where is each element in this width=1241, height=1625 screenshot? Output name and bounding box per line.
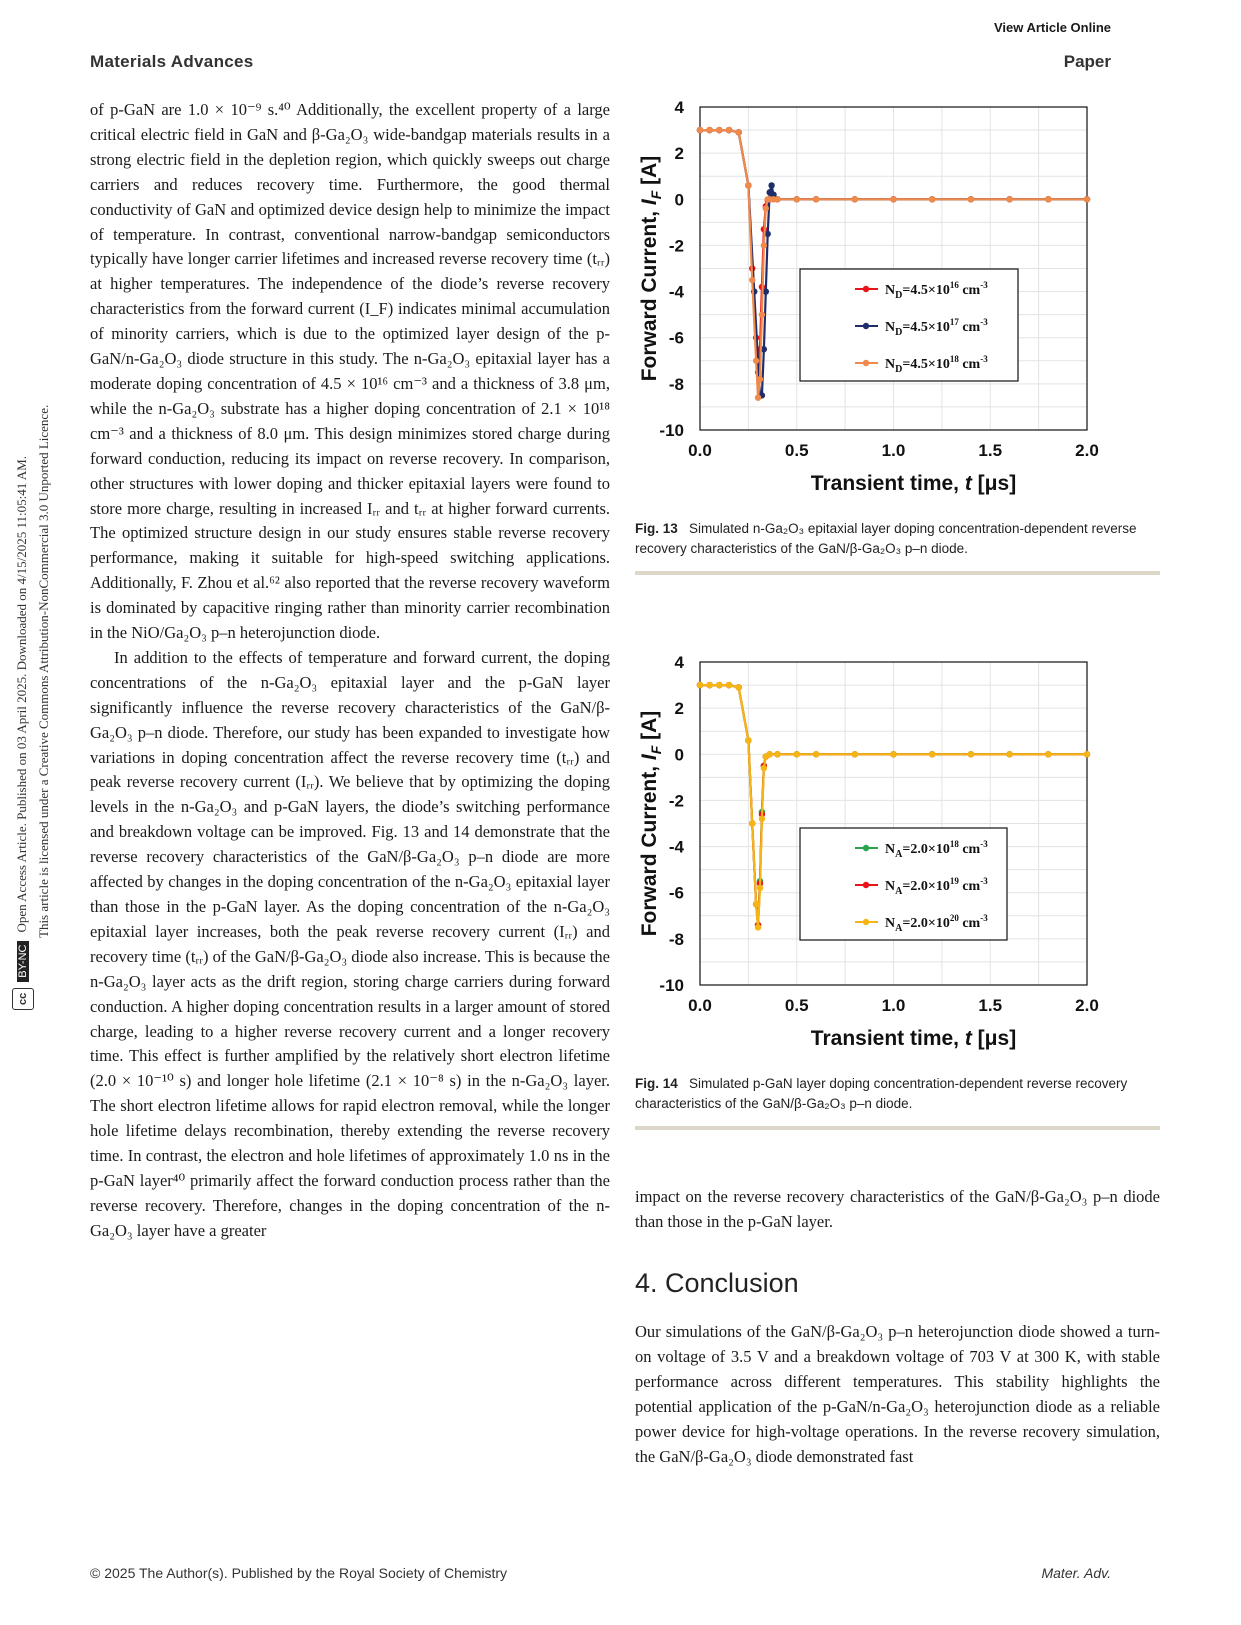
data-point: [716, 682, 722, 688]
data-point: [706, 682, 712, 688]
data-point: [745, 182, 751, 188]
data-point: [890, 751, 896, 757]
y-axis-title: [638, 156, 664, 382]
y-tick-label: -2: [668, 791, 684, 811]
x-axis-title: [811, 472, 1016, 495]
journal-abbrev-footer: Mater. Adv.: [1041, 1565, 1111, 1581]
legend-label-mid: =4.5×10: [902, 357, 950, 372]
fig14-chart: [635, 650, 1160, 1070]
open-access-line[interactable]: Open Access Article. Published on 03 April 2025. Downloaded on 4/15/2025 11:05:41 AM.: [14, 456, 29, 933]
conclusion-text: Our simulations of the GaN/β-Ga₂O₃ p–n heterojunction diode showed a turn-on voltage of 3.5 V and a breakdown voltage of 703 V at 300 K, with stable performance across different temperatures. This stability highlights the potential application of the p-GaN/n-Ga₂O₃ heterojunction diode as a reliable power device for high-voltage operations. In the reverse recovery simulation, the GaN/β-Ga₂O₃ diode demonstrated fast: [635, 1322, 1160, 1466]
x-tick-label: 1.5: [978, 441, 1003, 460]
data-point: [968, 196, 974, 202]
data-point: [716, 127, 722, 133]
legend-label-exp: 16: [949, 280, 959, 290]
fig13-caption: [635, 519, 1160, 559]
legend-label-base: N: [885, 320, 896, 335]
legend-label-sub: D: [895, 290, 903, 301]
data-point: [757, 885, 763, 891]
x-tick-label: 1.5: [978, 996, 1003, 1015]
legend-label-mid: =2.0×10: [902, 879, 950, 894]
x-axis-title-var: t: [964, 472, 972, 495]
x-tick-label: 0.5: [784, 441, 809, 460]
y-tick-label: 4: [674, 653, 684, 672]
legend-marker: [863, 360, 869, 366]
x-tick-label: 2.0: [1075, 441, 1099, 460]
data-point: [1006, 196, 1012, 202]
legend-marker: [863, 882, 869, 888]
x-axis-title-text: Transient time,: [810, 472, 965, 495]
y-tick-label: -6: [668, 328, 684, 348]
data-point: [794, 196, 800, 202]
data-point: [1045, 196, 1051, 202]
legend-label-mid: =4.5×10: [902, 283, 950, 298]
data-point: [1045, 751, 1051, 757]
data-point: [749, 820, 755, 826]
data-point: [1006, 751, 1012, 757]
y-tick-label: -4: [668, 837, 684, 857]
data-point: [813, 751, 819, 757]
data-point: [736, 684, 742, 690]
data-point: [755, 924, 761, 930]
legend-label-sub: A: [895, 923, 903, 934]
divider: [635, 1126, 1160, 1130]
data-point: [697, 682, 703, 688]
legend-label-mid: =2.0×10: [902, 916, 950, 931]
data-point: [749, 277, 755, 283]
divider: [635, 571, 1160, 575]
legend-label-sub: D: [895, 327, 903, 338]
y-tick-label: 0: [674, 745, 684, 765]
legend-marker: [863, 286, 869, 292]
y-tick-label: -6: [668, 883, 684, 903]
figure-14: [635, 650, 1160, 1130]
paragraph: of p-GaN are 1.0 × 10⁻⁹ s.⁴⁰ Additionally, the excellent property of a large critical electric field in GaN and β-Ga₂O₃ wide-bandgap materials results in a strong electric field in the depletion region, which quickly sweeps out charge carriers and reduces recovery time. Furthermore, the good thermal conductivity of GaN and optimized device design help to minimize the impact of temperature. In contrast, conventional narrow-bandgap semiconductors typically have longer carrier lifetimes and increased reverse recovery time (tᵣᵣ) at higher temperatures. The independence of the diode’s reverse recovery characteristics from the forward current (I_F) indicates minimal accumulation of minority carriers, which is due to the optimized layer design of the p-GaN/n-Ga₂O₃ diode structure in this study. The n-Ga₂O₃ epitaxial layer has a moderate doping concentration of 4.5 × 10¹⁶ cm⁻³ and a thickness of 3.8 μm, while the n-Ga₂O₃ substrate has a higher doping concentration of 2.1 × 10¹⁸ cm⁻³ and a thickness of 8.0 μm. This design minimizes stored charge during forward conduction, reducing its impact on reverse recovery. In comparison, other structures with lower doping and thicker epitaxial layers were found to store more charge, resulting in increased Iᵣᵣ and tᵣᵣ at higher forward currents. The optimized structure design in our study ensures stable reverse recovery performance, making it suitable for high-speed switching applications. Additionally, F. Zhou et al.⁶² also reported that the reverse recovery waveform is dominated by capacitive ringing rather than minority carrier recombination in the NiO/Ga₂O₃ p–n heterojunction diode.: [90, 100, 610, 643]
y-axis-title-sub: F: [648, 190, 664, 200]
y-axis-title-text: Forward Current,: [638, 205, 661, 382]
y-tick-label: -8: [668, 929, 684, 949]
legend-label-exp: 18: [949, 839, 959, 849]
legend-label-unit: cm: [958, 357, 981, 372]
data-point: [753, 358, 759, 364]
y-axis-title-text: Forward Current,: [638, 760, 661, 937]
data-point: [766, 751, 772, 757]
legend-label-sub: D: [895, 364, 903, 375]
conclusion-heading: 4. Conclusion: [635, 1268, 799, 1298]
data-point: [1084, 196, 1090, 202]
fig14-caption-label: Fig. 14: [635, 1076, 678, 1091]
data-point: [929, 751, 935, 757]
fig14-caption: [635, 1074, 1160, 1114]
legend-label-exp: 18: [949, 354, 959, 364]
y-axis-title-var: I: [638, 754, 661, 761]
legend-label-base: N: [885, 916, 896, 931]
figure-13: [635, 95, 1160, 575]
x-axis-title-text: Transient time,: [810, 1027, 965, 1050]
legend-label-unit: cm: [958, 879, 981, 894]
legend-label-base: N: [885, 283, 896, 298]
by-nc-badge[interactable]: BY-NC: [17, 941, 29, 982]
data-point: [755, 395, 761, 401]
legend-label-unit: cm: [958, 320, 981, 335]
data-point: [753, 901, 759, 907]
y-axis-title-unit: [A]: [638, 155, 661, 191]
data-point: [763, 205, 769, 211]
data-point: [929, 196, 935, 202]
x-tick-label: 1.0: [881, 996, 906, 1015]
data-point: [759, 311, 765, 317]
legend-label-sub: A: [895, 849, 903, 860]
legend-label-unit-exp: -3: [980, 354, 988, 364]
y-axis-title-var: I: [638, 199, 661, 206]
y-axis-title: [638, 711, 664, 937]
data-point: [745, 737, 751, 743]
y-axis-title-sub: F: [648, 745, 664, 755]
data-point: [774, 196, 780, 202]
legend-label-unit: cm: [958, 283, 981, 298]
legend-marker: [863, 919, 869, 925]
x-tick-label: 0.5: [784, 996, 809, 1015]
y-tick-label: 2: [674, 144, 684, 164]
legend-label-unit-exp: -3: [980, 876, 988, 886]
legend-marker: [863, 323, 869, 329]
open-access-notice: [12, 170, 54, 1010]
data-point: [761, 765, 767, 771]
x-axis-title-var: t: [964, 1027, 972, 1050]
right-column-text: impact on the reverse recovery characteristics of the GaN/β-Ga₂O₃ p–n diode than those in the p-GaN layer.: [635, 1187, 1160, 1231]
data-point: [852, 196, 858, 202]
data-point: [852, 751, 858, 757]
legend-label-unit-exp: -3: [980, 317, 988, 327]
y-axis-title-unit: [A]: [638, 710, 661, 746]
data-point: [736, 129, 742, 135]
data-point: [757, 376, 763, 382]
legend-label-unit-exp: -3: [980, 280, 988, 290]
data-point: [697, 127, 703, 133]
y-tick-label: -2: [668, 236, 684, 256]
legend-label-exp: 19: [949, 876, 959, 886]
legend-marker: [863, 845, 869, 851]
data-point: [890, 196, 896, 202]
section-label: Paper: [1063, 52, 1111, 71]
x-tick-label: 0.0: [688, 441, 712, 460]
left-column-text: [90, 98, 610, 1244]
legend-label-exp: 20: [949, 913, 959, 923]
x-tick-label: 1.0: [881, 441, 906, 460]
data-point: [706, 127, 712, 133]
legend-label-sub: A: [895, 886, 903, 897]
y-tick-label: -4: [668, 282, 684, 302]
view-article-online-link[interactable]: View Article Online: [993, 20, 1111, 35]
y-tick-label: 4: [674, 98, 684, 117]
data-point: [1084, 751, 1090, 757]
fig13-chart: [635, 95, 1160, 515]
legend-label-unit-exp: -3: [980, 913, 988, 923]
journal-name: Materials Advances: [90, 52, 254, 71]
creative-commons-icon[interactable]: cc: [12, 988, 34, 1010]
y-tick-label: 0: [674, 190, 684, 210]
data-point: [968, 751, 974, 757]
data-point: [794, 751, 800, 757]
data-point: [726, 127, 732, 133]
legend-label-mid: =4.5×10: [902, 320, 950, 335]
y-tick-label: -8: [668, 374, 684, 394]
legend-label-base: N: [885, 357, 896, 372]
paragraph: In addition to the effects of temperature and forward current, the doping concentrations of the n-Ga₂O₃ epitaxial layer and the p-GaN layer significantly influence the reverse recovery characteristics of the GaN/β-Ga₂O₃ p–n diode. Therefore, our study has been expanded to investigate how variations in doping concentration affect the reverse recovery time (tᵣᵣ) and peak reverse recovery current (Iᵣᵣ). We believe that by optimizing the doping levels in the n-Ga₂O₃ and p-GaN layers, the diode’s switching performance and breakdown voltage can be improved. Fig. 13 and 14 demonstrate that the reverse recovery characteristics of the GaN/β-Ga₂O₃ p–n diode are more affected by changes in the doping concentration of the n-Ga₂O₃ epitaxial layer than those in the p-GaN layer. As the doping concentration of the n-Ga₂O₃ epitaxial layer increases, both the peak reverse recovery current (Iᵣᵣ) and recovery time (tᵣᵣ) of the GaN/β-Ga₂O₃ diode also increase. This is because the n-Ga₂O₃ layer acts as the drift region, storing charge carriers during forward conduction. A higher doping concentration results in a larger amount of stored charge, leading to a higher reverse recovery current and a longer recovery time. This effect is further amplified by the relatively short electron lifetime (2.0 × 10⁻¹⁰ s) and longer hole lifetime (2.1 × 10⁻⁸ s) in the n-Ga₂O₃ layer. The short electron lifetime allows for rapid electron removal, while the longer hole lifetime delays recombination, thereby extending the reverse recovery time. In contrast, the electron and hole lifetimes of approximately 1.0 ns in the p-GaN layer⁴⁰ primarily affect the forward conduction process rather than the reverse recovery. Therefore, changes in the doping concentration of the n-Ga₂O₃ layer have a greater: [90, 647, 610, 1240]
x-axis-title: [811, 1027, 1016, 1050]
legend-label-unit: cm: [958, 916, 981, 931]
data-point: [774, 751, 780, 757]
y-tick-label: -10: [659, 421, 684, 440]
x-axis-title-unit: [μs]: [971, 1027, 1017, 1050]
copyright-footer: © 2025 The Author(s). Published by the Royal Society of Chemistry: [90, 1565, 508, 1581]
legend-label-base: N: [885, 842, 896, 857]
legend-label-base: N: [885, 879, 896, 894]
data-point: [726, 682, 732, 688]
data-point: [759, 816, 765, 822]
data-point: [813, 196, 819, 202]
y-tick-label: -10: [659, 976, 684, 995]
legend-label-unit-exp: -3: [980, 839, 988, 849]
fig13-caption-label: Fig. 13: [635, 521, 678, 536]
x-tick-label: 0.0: [688, 996, 712, 1015]
licence-line[interactable]: This article is licensed under a Creative Commons Attribution-NonCommercial 3.0 Unported Licence.: [36, 404, 51, 938]
legend-label-unit: cm: [958, 842, 981, 857]
x-tick-label: 2.0: [1075, 996, 1099, 1015]
legend-label-exp: 17: [949, 317, 959, 327]
y-tick-label: 2: [674, 699, 684, 719]
data-point: [768, 182, 774, 188]
fig14-caption-text: Simulated p-GaN layer doping concentration-dependent reverse recovery characteristics of the GaN/β-Ga₂O₃ p–n diode.: [635, 1076, 1128, 1111]
fig13-caption-text: Simulated n-Ga₂O₃ epitaxial layer doping concentration-dependent reverse recovery characteristics of the GaN/β-Ga₂O₃ p–n diode.: [635, 521, 1137, 556]
data-point: [761, 242, 767, 248]
x-axis-title-unit: [μs]: [971, 472, 1017, 495]
legend-label-mid: =2.0×10: [902, 842, 950, 857]
